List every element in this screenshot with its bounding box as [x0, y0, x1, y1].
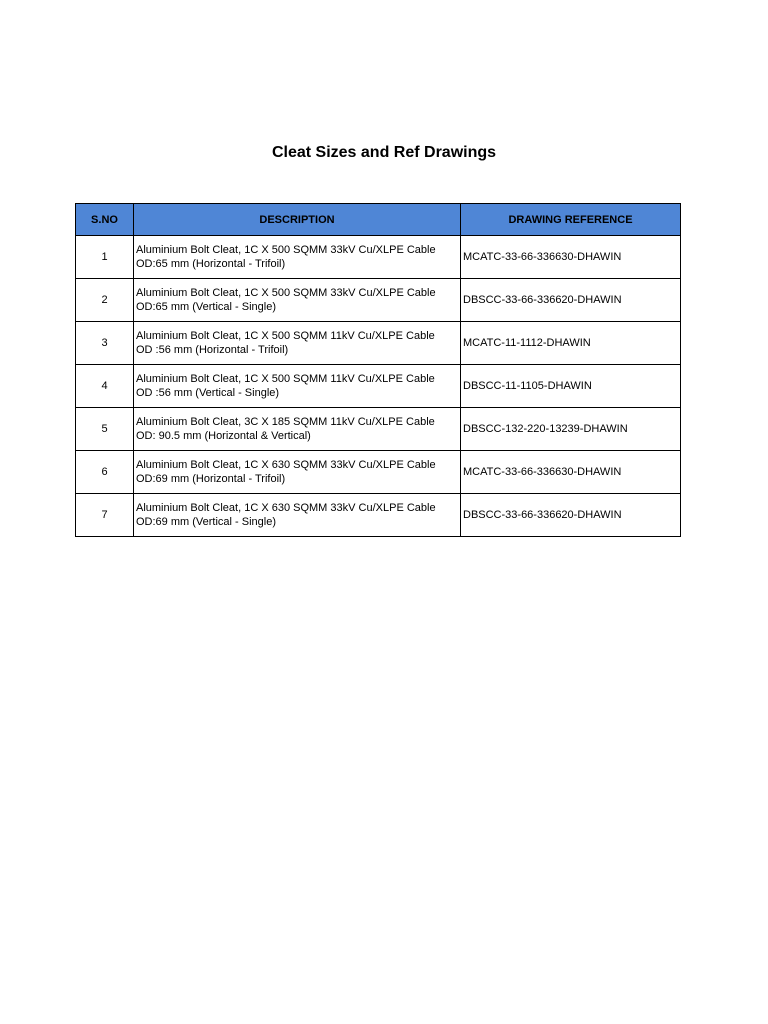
cell-description	[134, 365, 461, 408]
cell-drawing-reference: MCATC-33-66-336630-DHAWIN	[461, 236, 681, 279]
cell-description	[134, 494, 461, 537]
cell-description	[134, 408, 461, 451]
header-drawing-reference: DRAWING REFERENCE	[461, 204, 681, 236]
cell-drawing-reference: DBSCC-11-1105-DHAWIN	[461, 365, 681, 408]
description-line: Aluminium Bolt Cleat, 1C X 500 SQMM 33kV Cu/XLPE Cable	[136, 244, 436, 256]
cell-sno: 5	[76, 408, 134, 451]
table-row	[76, 279, 681, 322]
description-line: OD: 90.5 mm (Horizontal & Vertical)	[136, 430, 311, 442]
description-line: Aluminium Bolt Cleat, 3C X 185 SQMM 11kV Cu/XLPE Cable	[136, 416, 435, 428]
cell-sno: 4	[76, 365, 134, 408]
description-line: OD:69 mm (Vertical - Single)	[136, 516, 276, 528]
page-title: Cleat Sizes and Ref Drawings	[271, 144, 497, 161]
cell-sno: 1	[76, 236, 134, 279]
cell-description	[134, 322, 461, 365]
table-row	[76, 408, 681, 451]
description-line: Aluminium Bolt Cleat, 1C X 500 SQMM 11kV Cu/XLPE Cable	[136, 373, 435, 385]
table-row	[76, 236, 681, 279]
header-sno: S.NO	[76, 204, 134, 236]
cell-sno: 7	[76, 494, 134, 537]
cell-drawing-reference: DBSCC-33-66-336620-DHAWIN	[461, 279, 681, 322]
description-line: Aluminium Bolt Cleat, 1C X 500 SQMM 33kV Cu/XLPE Cable	[136, 287, 436, 299]
cell-description	[134, 279, 461, 322]
description-line: OD:65 mm (Vertical - Single)	[136, 301, 276, 313]
description-line: OD:65 mm (Horizontal - Trifoil)	[136, 258, 286, 270]
cell-sno: 2	[76, 279, 134, 322]
table-row	[76, 451, 681, 494]
cell-drawing-reference: MCATC-33-66-336630-DHAWIN	[461, 451, 681, 494]
cell-sno: 6	[76, 451, 134, 494]
description-line: Aluminium Bolt Cleat, 1C X 500 SQMM 11kV Cu/XLPE Cable	[136, 330, 435, 342]
cell-sno: 3	[76, 322, 134, 365]
description-line: Aluminium Bolt Cleat, 1C X 630 SQMM 33kV Cu/XLPE Cable	[136, 502, 436, 514]
table-row	[76, 322, 681, 365]
cell-drawing-reference: DBSCC-132-220-13239-DHAWIN	[461, 408, 681, 451]
description-line: OD :56 mm (Horizontal - Trifoil)	[136, 344, 289, 356]
table-header-row	[76, 204, 681, 236]
cell-description	[134, 451, 461, 494]
cell-drawing-reference: MCATC-11-1112-DHAWIN	[461, 322, 681, 365]
description-line: OD :56 mm (Vertical - Single)	[136, 387, 280, 399]
table-row	[76, 365, 681, 408]
table-row	[76, 494, 681, 537]
header-description: DESCRIPTION	[134, 204, 461, 236]
cell-drawing-reference: DBSCC-33-66-336620-DHAWIN	[461, 494, 681, 537]
cell-description	[134, 236, 461, 279]
description-line: Aluminium Bolt Cleat, 1C X 630 SQMM 33kV Cu/XLPE Cable	[136, 459, 436, 471]
cleat-table	[75, 203, 681, 537]
description-line: OD:69 mm (Horizontal - Trifoil)	[136, 473, 286, 485]
